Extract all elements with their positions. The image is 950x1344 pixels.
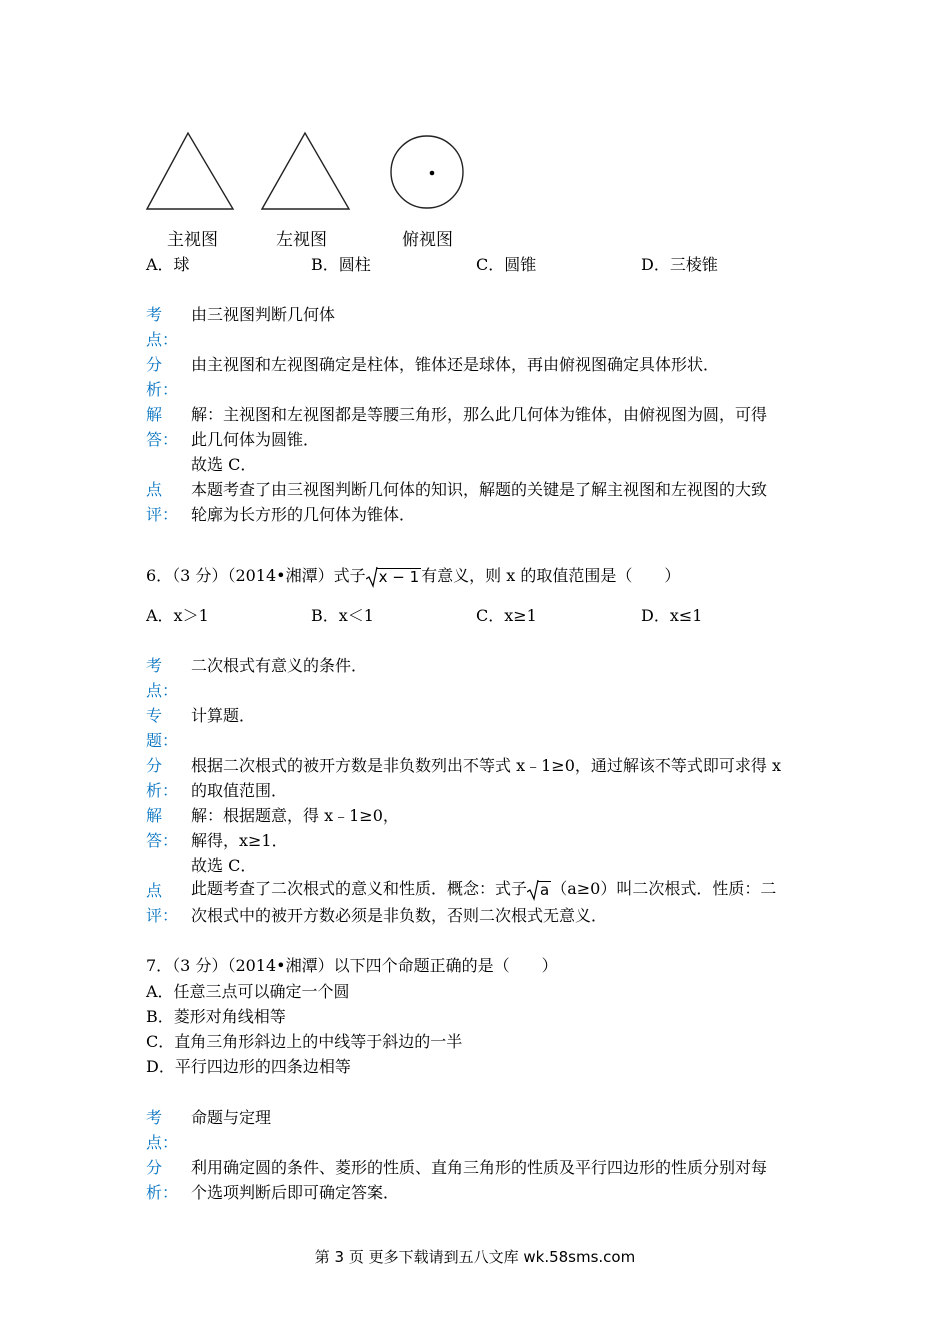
q6-label-zhuanti-2: 题：: [146, 731, 179, 750]
q6-jieda-line-2: 解得，x≥1．: [191, 831, 288, 850]
q5-jieda-line-1: 解：主视图和左视图都是等腰三角形，那么此几何体为锥体，由俯视图为圆，可得: [191, 405, 768, 424]
q7-label-kaodian-1: 考: [146, 1108, 163, 1127]
q5-label-fenxi-1: 分: [146, 355, 163, 374]
q5-label-kaodian-1: 考: [146, 305, 163, 324]
page-footer: 第 3 页 更多下载请到五八文库 wk.58sms.com: [314, 1248, 636, 1266]
front-view-caption: 主视图: [167, 230, 218, 250]
q6-fenxi-line-1: 根据二次根式的被开方数是非负数列出不等式 x﹣1≥0，通过解该不等式即可求得 x: [191, 756, 781, 775]
q7-stem: 7．（3 分）（2014•湘潭）以下四个命题正确的是（ ）: [146, 956, 558, 975]
q5-label-dianping-1: 点: [146, 480, 163, 499]
q6-kaodian: 二次根式有意义的条件．: [191, 656, 368, 675]
q5-dianping-line-2: 轮廓为长方形的几何体为锥体．: [191, 505, 416, 524]
q5-option-a: A．球: [146, 255, 190, 274]
q6-zhuanti: 计算题．: [191, 706, 256, 725]
q6-label-fenxi-1: 分: [146, 756, 163, 775]
q6-dianping-radicand: a: [540, 880, 550, 899]
q6-option-d: D．x≤1: [641, 606, 703, 625]
q5-label-dianping-2: 评：: [146, 505, 179, 524]
q7-label-fenxi-1: 分: [146, 1158, 163, 1177]
three-views-figure: [140, 125, 480, 220]
q6-dianping-after: （a≥0）叫二次根式．性质：二: [551, 879, 777, 898]
q6-dianping-sqrt: [527, 879, 551, 901]
q6-stem: [146, 563, 680, 588]
q6-label-zhuanti-1: 专: [146, 706, 163, 725]
q7-option-a: A．任意三点可以确定一个圆: [146, 982, 350, 1001]
q5-dianping-line-1: 本题考查了由三视图判断几何体的知识，解题的关键是了解主视图和左视图的大致: [191, 480, 768, 499]
side-view-triangle: [262, 133, 349, 209]
q6-label-jieda-1: 解: [146, 806, 163, 825]
q6-jieda-line-3: 故选 C．: [191, 856, 257, 875]
q7-option-c: C．直角三角形斜边上的中线等于斜边的一半: [146, 1032, 463, 1051]
top-view-caption: 俯视图: [402, 230, 453, 250]
q7-option-b: B．菱形对角线相等: [146, 1007, 286, 1026]
q6-dianping-before: 此题考查了二次根式的意义和性质．概念：式子: [191, 879, 528, 898]
q5-label-jieda-2: 答：: [146, 430, 179, 449]
q5-label-kaodian-2: 点：: [146, 330, 179, 349]
q6-option-b: B．x＜1: [311, 606, 374, 625]
top-view-circle: [391, 136, 463, 208]
q6-dianping-line-1: [191, 876, 776, 901]
q7-label-kaodian-2: 点：: [146, 1133, 179, 1152]
q5-option-c: C．圆锥: [476, 255, 537, 274]
side-view-caption: 左视图: [276, 230, 327, 250]
q5-jieda-line-2: 此几何体为圆锥．: [191, 430, 320, 449]
q6-label-dianping-2: 评：: [146, 906, 179, 925]
q5-option-b: B．圆柱: [311, 255, 371, 274]
q7-label-fenxi-2: 析：: [146, 1183, 179, 1202]
q6-stem-after: 有意义，则 x 的取值范围是（ ）: [421, 566, 681, 585]
q6-label-jieda-2: 答：: [146, 831, 179, 850]
top-view-center-dot: [430, 171, 435, 176]
q7-fenxi-line-2: 个选项判断后即可确定答案．: [191, 1183, 400, 1202]
q6-label-dianping-1: 点: [146, 881, 163, 900]
front-view-triangle: [147, 133, 233, 209]
q7-fenxi-line-1: 利用确定圆的条件、菱形的性质、直角三角形的性质及平行四边形的性质分别对每: [191, 1158, 768, 1177]
q6-jieda-line-1: 解：根据题意，得 x﹣1≥0，: [191, 806, 399, 825]
q6-label-kaodian-2: 点：: [146, 681, 179, 700]
q5-kaodian: 由三视图判断几何体: [191, 305, 336, 324]
q7-kaodian: 命题与定理: [191, 1108, 272, 1127]
q5-fenxi: 由主视图和左视图确定是柱体，锥体还是球体，再由俯视图确定具体形状．: [191, 355, 720, 374]
q5-label-fenxi-2: 析：: [146, 380, 179, 399]
q7-option-d: D．平行四边形的四条边相等: [146, 1057, 351, 1076]
q6-dianping-line-2: 次根式中的被开方数必须是非负数，否则二次根式无意义．: [191, 906, 608, 925]
q6-sqrt-expression: [366, 566, 422, 588]
q5-label-jieda-1: 解: [146, 405, 163, 424]
q6-option-a: A．x＞1: [146, 606, 209, 625]
q5-jieda-line-3: 故选 C．: [191, 455, 257, 474]
q6-label-kaodian-1: 考: [146, 656, 163, 675]
q6-label-fenxi-2: 析：: [146, 781, 179, 800]
q6-stem-before: 6．（3 分）（2014•湘潭）式子: [146, 566, 366, 585]
q6-option-c: C．x≥1: [476, 606, 537, 625]
q5-option-d: D．三棱锥: [641, 255, 718, 274]
q6-radicand: x − 1: [378, 567, 420, 586]
q6-fenxi-line-2: 的取值范围．: [191, 781, 288, 800]
